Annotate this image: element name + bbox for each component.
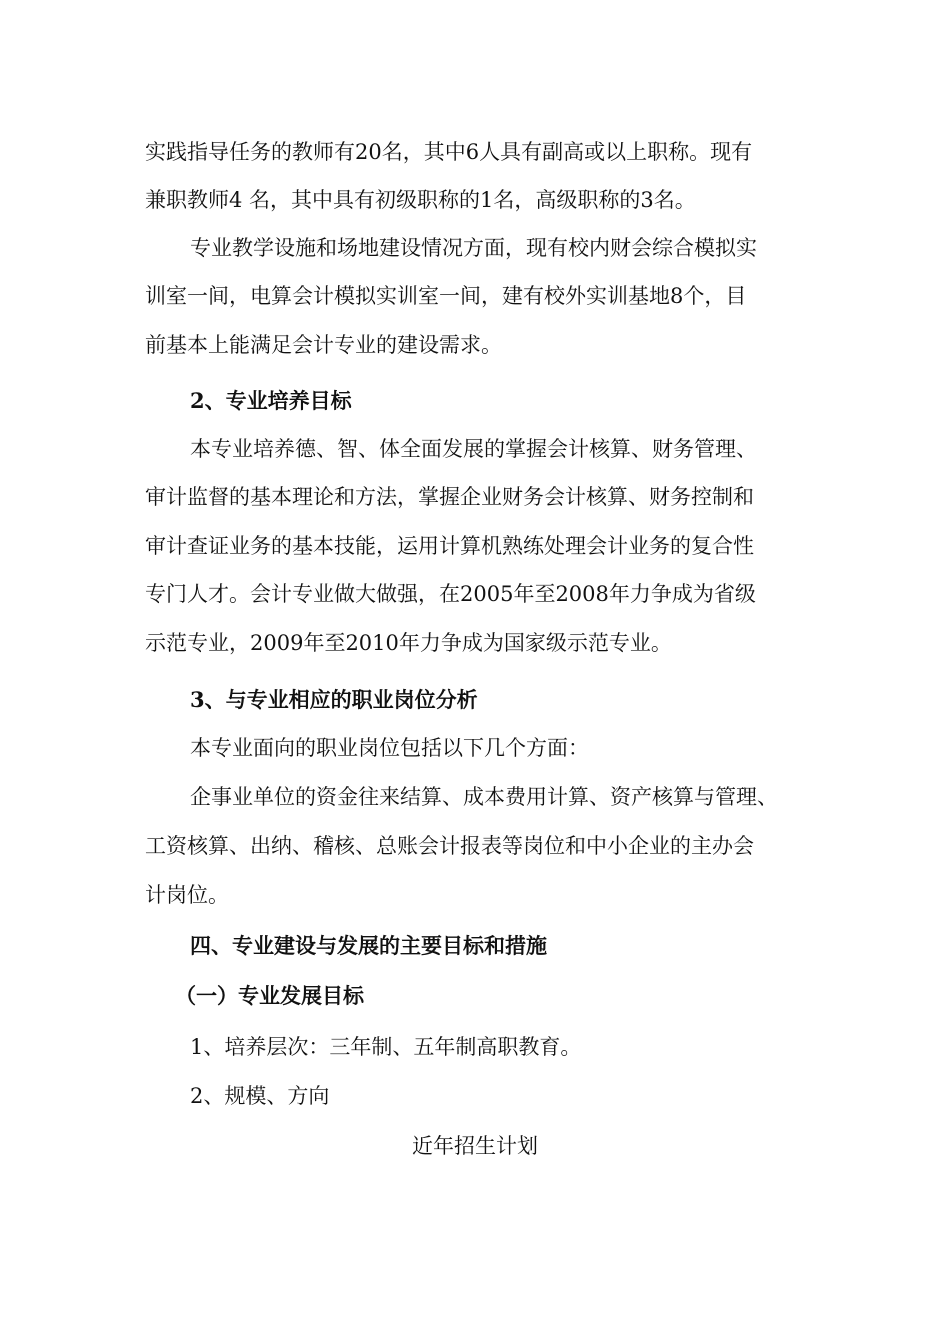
section-heading: 3、与专业相应的职业岗位分析 xyxy=(190,687,478,712)
subsection-heading: （一）专业发展目标 xyxy=(175,983,364,1008)
paragraph-line: 本专业面向的职业岗位包括以下几个方面： xyxy=(190,736,589,760)
paragraph-line: 本专业培养德、智、体全面发展的掌握会计核算、财务管理、 xyxy=(190,437,757,461)
paragraph-line: 计岗位。 xyxy=(145,883,229,907)
chapter-heading: 四、专业建设与发展的主要目标和措施 xyxy=(190,933,547,958)
paragraph-line: 企事业单位的资金往来结算、成本费用计算、资产核算与管理、 xyxy=(190,785,778,809)
paragraph-line: 审计监督的基本理论和方法，掌握企业财务会计核算、财务控制和 xyxy=(145,485,754,509)
table-caption: 近年招生计划 xyxy=(412,1134,538,1158)
paragraph-line: 兼职教师4 名，其中具有初级职称的1名，高级职称的3名。 xyxy=(145,188,696,212)
paragraph-line: 专业教学设施和场地建设情况方面，现有校内财会综合模拟实 xyxy=(190,236,757,260)
paragraph-line: 工资核算、出纳、稽核、总账会计报表等岗位和中小企业的主办会 xyxy=(145,834,754,858)
paragraph-line: 专门人才。会计专业做大做强，在2005年至2008年力争成为省级 xyxy=(145,582,756,606)
paragraph-line: 实践指导任务的教师有20名，其中6人具有副高或以上职称。现有 xyxy=(145,140,753,164)
paragraph-line: 训室一间，电算会计模拟实训室一间，建有校外实训基地8个，目 xyxy=(145,284,747,308)
paragraph-line: 示范专业，2009年至2010年力争成为国家级示范专业。 xyxy=(145,631,672,655)
paragraph-line: 审计查证业务的基本技能，运用计算机熟练处理会计业务的复合性 xyxy=(145,534,754,558)
section-heading: 2、专业培养目标 xyxy=(190,388,352,413)
paragraph-line: 1、培养层次：三年制、五年制高职教育。 xyxy=(190,1035,582,1059)
paragraph-line: 2、规模、方向 xyxy=(190,1084,330,1108)
paragraph-line: 前基本上能满足会计专业的建设需求。 xyxy=(145,333,502,357)
